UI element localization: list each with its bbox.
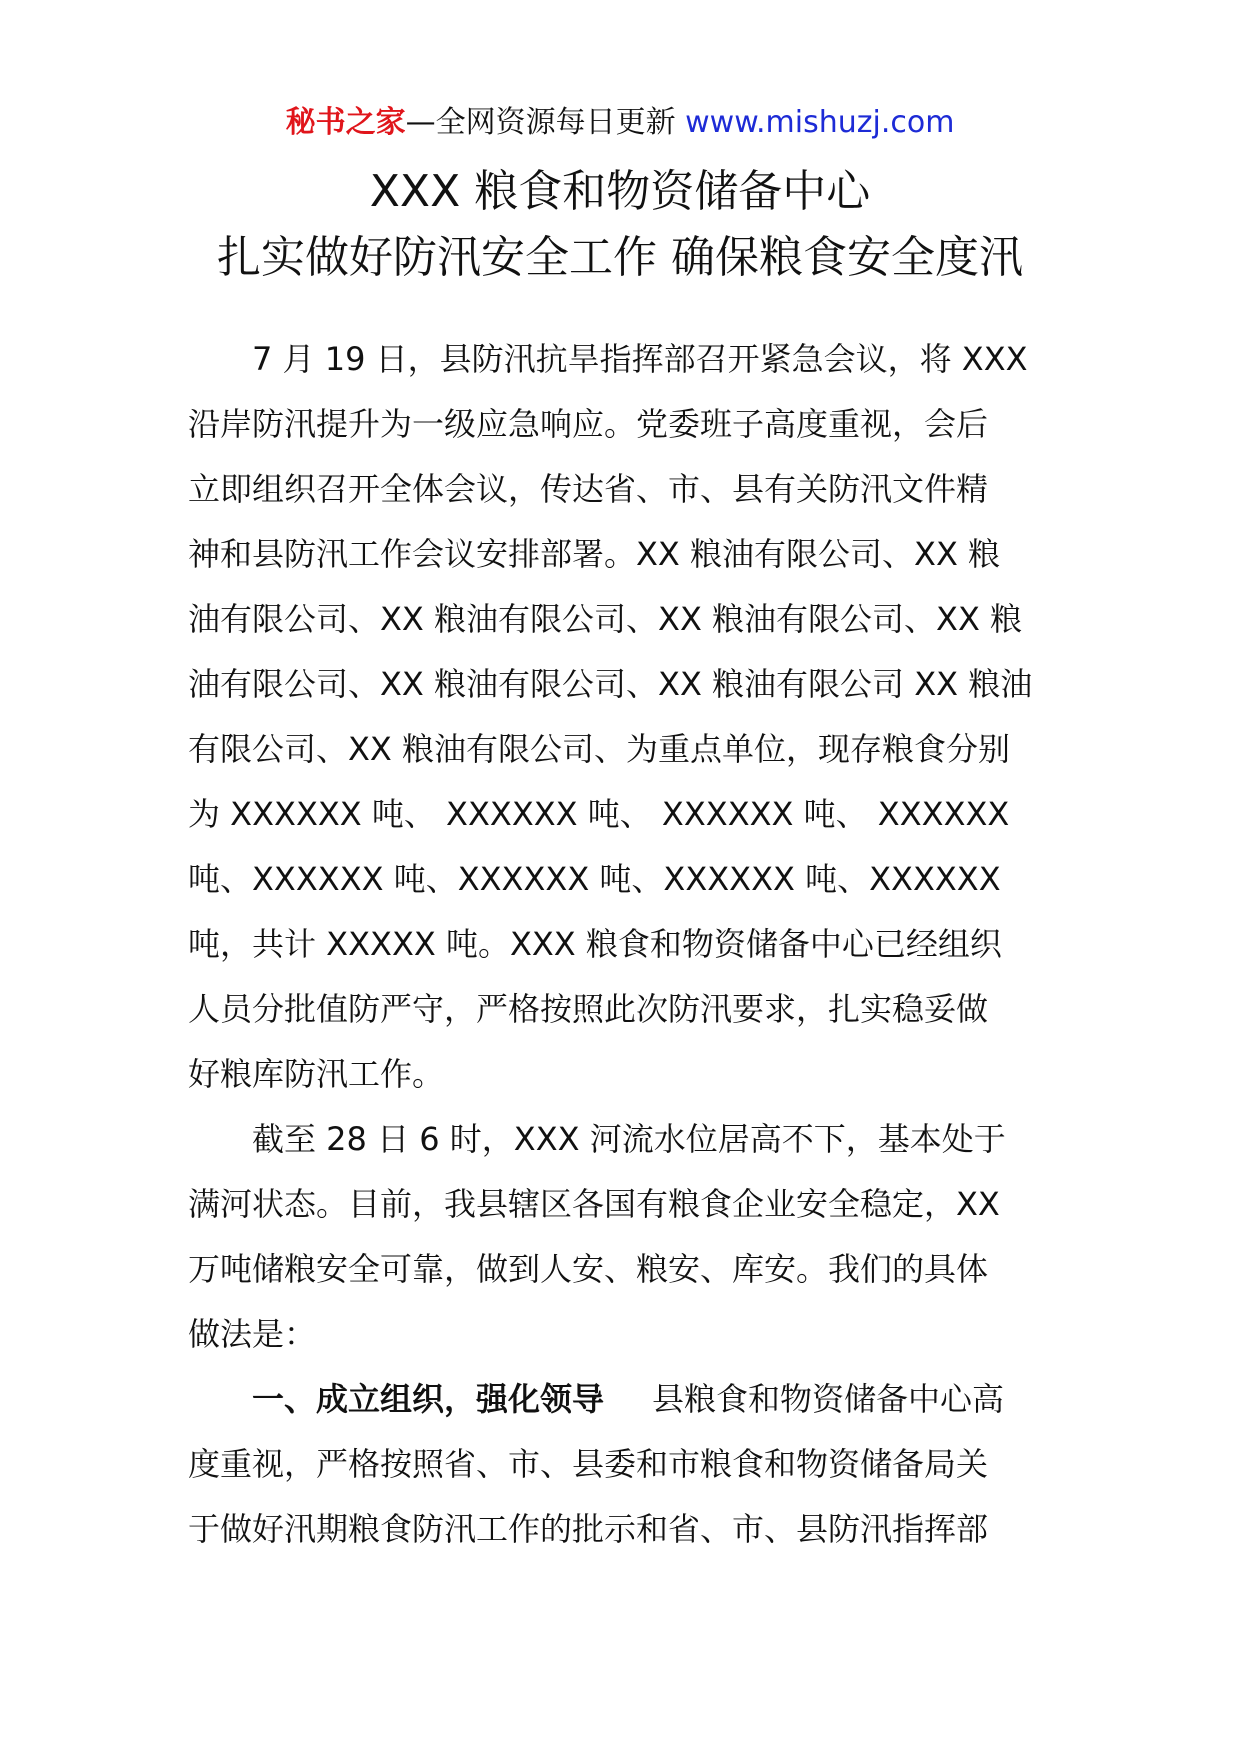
site-url-link[interactable]: www.mishuzj.com <box>685 105 955 140</box>
paragraph-1-line-7: 有限公司、XX 粮油有限公司、为重点单位，现存粮食分别 <box>188 730 1011 768</box>
site-banner <box>0 103 1240 143</box>
paragraph-2-line-1: 截至 28 日 6 时，XXX 河流水位居高不下，基本处于 <box>252 1120 1006 1158</box>
paragraph-2-line-3: 万吨储粮安全可靠，做到人安、粮安、库安。我们的具体 <box>188 1250 989 1288</box>
site-brand: 秘书之家 <box>285 105 406 140</box>
section-heading: 一、成立组织，强化领导 <box>252 1380 605 1418</box>
document-title-line-2: 扎实做好防汛安全工作 确保粮食安全度汛 <box>217 232 1023 283</box>
paragraph-3-line-1: 一、成立组织，强化领导 县粮食和物资储备中心高 <box>188 1367 1054 1432</box>
paragraph-3-line-2: 度重视，严格按照省、市、县委和市粮食和物资储备局关 <box>188 1445 989 1483</box>
paragraph-1-line-4: 神和县防汛工作会议安排部署。XX 粮油有限公司、XX 粮 <box>188 535 1001 573</box>
paragraph-1-line-10: 吨，共计 XXXXX 吨。XXX 粮食和物资储备中心已经组织 <box>188 925 1002 963</box>
paragraph-1-line-1: 7 月 19 日，县防汛抗旱指挥部召开紧急会议，将 XXX <box>252 340 1028 378</box>
site-tagline: —全网资源每日更新 <box>405 105 676 140</box>
paragraph-1-line-11: 人员分批值防严守，严格按照此次防汛要求，扎实稳妥做 <box>188 990 989 1028</box>
paragraph-1-line-5: 油有限公司、XX 粮油有限公司、XX 粮油有限公司、XX 粮 <box>188 600 1023 638</box>
paragraph-1-line-6: 油有限公司、XX 粮油有限公司、XX 粮油有限公司 XX 粮油 <box>188 665 1033 703</box>
paragraph-1-line-3: 立即组织召开全体会议，传达省、市、县有关防汛文件精 <box>188 470 989 508</box>
document-body <box>188 327 1054 1562</box>
paragraph-3-line-3: 于做好汛期粮食防汛工作的批示和省、市、县防汛指挥部 <box>188 1510 989 1548</box>
paragraph-1-line-8: 为 XXXXXX 吨、 XXXXXX 吨、 XXXXXX 吨、 XXXXXX <box>188 795 1010 833</box>
paragraph-2-line-4: 做法是： <box>188 1315 317 1353</box>
paragraph-1-line-2: 沿岸防汛提升为一级应急响应。党委班子高度重视，会后 <box>188 405 989 443</box>
paragraph-1-line-9: 吨、XXXXXX 吨、XXXXXX 吨、XXXXXX 吨、XXXXXX <box>188 860 1001 898</box>
paragraph-1-line-12: 好粮库防汛工作。 <box>188 1055 445 1093</box>
paragraph-2-line-2: 满河状态。目前，我县辖区各国有粮食企业安全稳定，XX <box>188 1185 1000 1223</box>
document-title-line-1: XXX 粮食和物资储备中心 <box>369 166 871 217</box>
